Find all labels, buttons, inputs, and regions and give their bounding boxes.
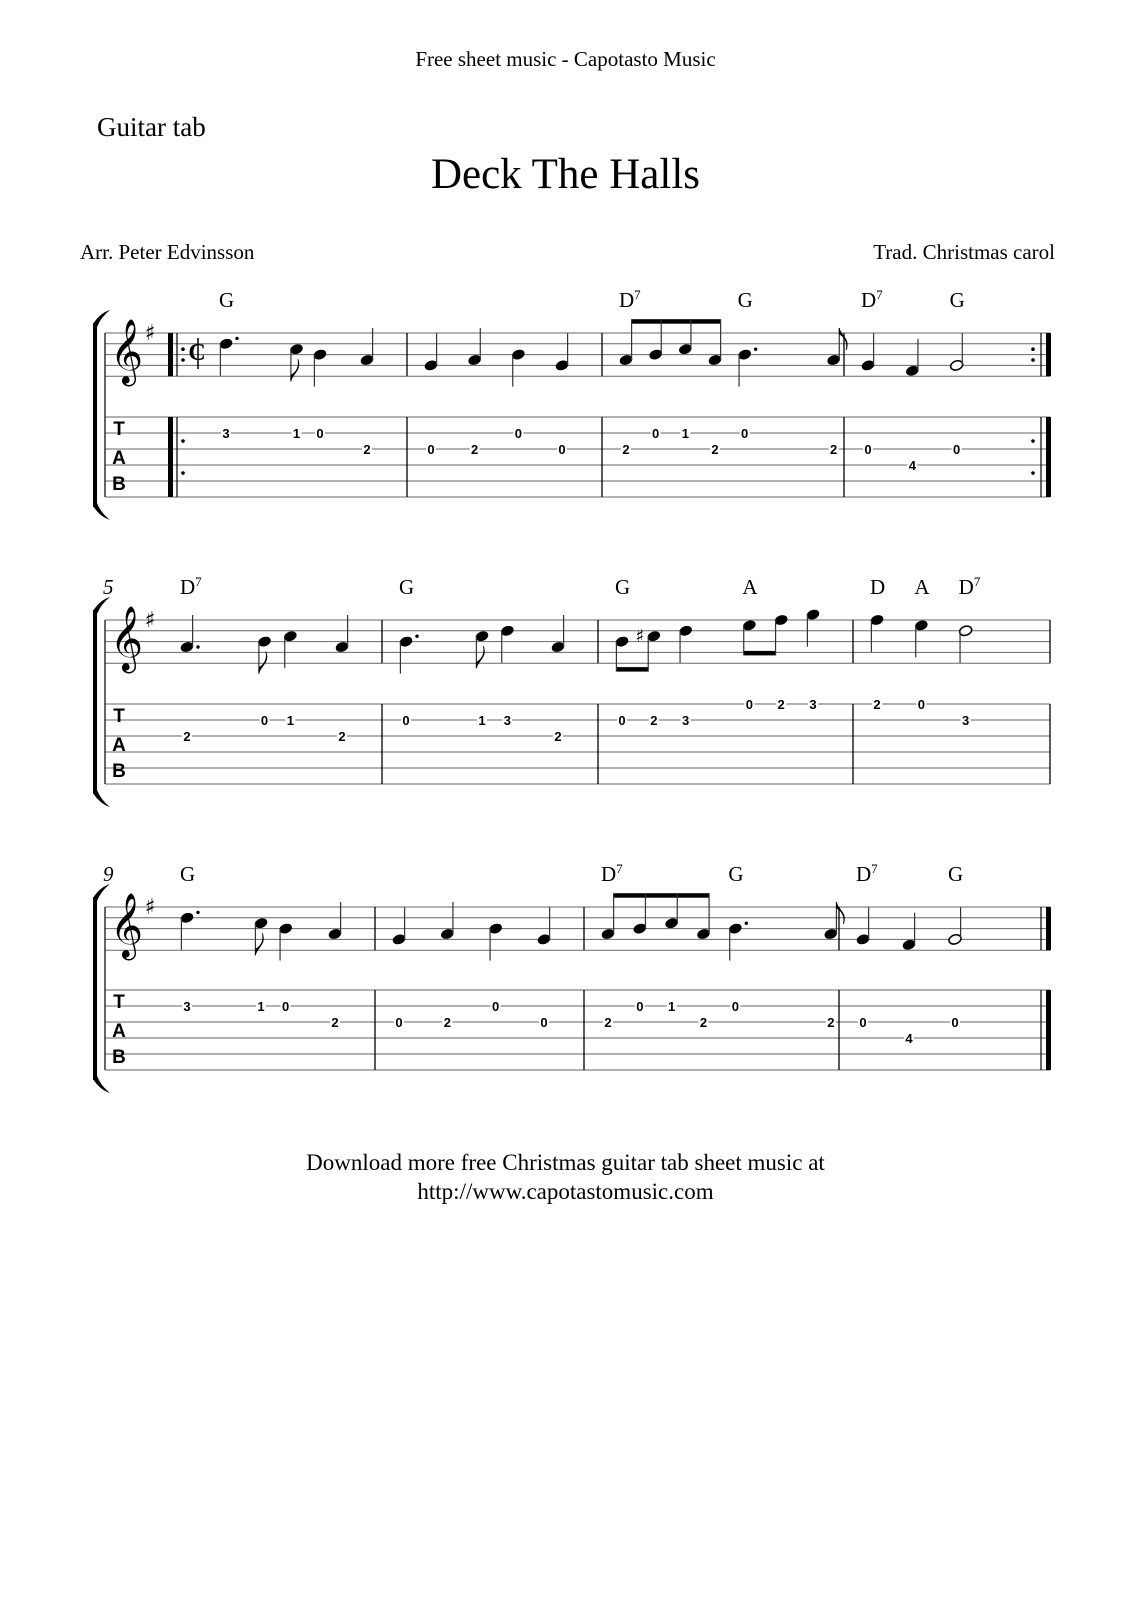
chord-root: A xyxy=(742,575,758,599)
tab-fret-number: 2 xyxy=(827,1015,835,1030)
measure xyxy=(180,862,343,1030)
tab-fret-number: 2 xyxy=(604,1015,612,1030)
chord-root: D xyxy=(856,862,872,886)
tab-fret-number: 1 xyxy=(286,713,294,728)
dot xyxy=(235,337,238,340)
chord-extension: 7 xyxy=(973,574,981,589)
tab-fret-number: 3 xyxy=(809,697,817,712)
tab-fret-number: 1 xyxy=(292,426,301,441)
repeat-dot xyxy=(1031,471,1035,475)
beam xyxy=(616,667,648,672)
tab-fret-number: 1 xyxy=(681,426,689,441)
chord-root: G xyxy=(949,288,965,312)
tab-fret-number: 0 xyxy=(260,713,269,728)
eighth-flag xyxy=(836,902,844,924)
system xyxy=(93,287,1051,520)
tab-fret-number: 2 xyxy=(363,442,371,457)
bracket-top-curl xyxy=(93,884,110,901)
tab-fret-number: 4 xyxy=(908,458,916,473)
eighth-flag xyxy=(839,328,847,350)
chord-root: D xyxy=(601,862,617,886)
eighth-flag xyxy=(291,359,299,381)
chord-root: G xyxy=(728,862,744,886)
footer-link[interactable]: http://www.capotastomusic.com xyxy=(417,1179,714,1204)
tab-fret-number: 2 xyxy=(471,442,479,457)
measure-number: 9 xyxy=(103,862,114,886)
chord-extension: 7 xyxy=(616,861,623,876)
tab-label-letter: A xyxy=(112,1021,126,1042)
eighth-flag xyxy=(255,933,263,955)
tab-label-letter: B xyxy=(112,474,126,495)
chord-symbol xyxy=(950,288,965,312)
composer-credit: Trad. Christmas carol xyxy=(873,240,1055,264)
chord-symbol xyxy=(948,862,963,886)
tab-label-letter: T xyxy=(113,992,125,1013)
repeat-start-thick-bar xyxy=(168,333,173,376)
end-thick-barline xyxy=(1046,907,1051,950)
chord-extension: 7 xyxy=(871,861,878,876)
tab-fret-number: 2 xyxy=(622,442,630,457)
beam xyxy=(614,893,710,898)
chord-root: G xyxy=(948,862,964,886)
page-title: Deck The Halls xyxy=(430,151,701,198)
key-signature-sharp: ♯ xyxy=(144,895,156,920)
chord-root: G xyxy=(219,288,235,312)
chord-root: G xyxy=(737,288,753,312)
tab-fret-number: 3 xyxy=(503,713,511,728)
bracket-bottom-curl xyxy=(93,503,110,520)
tab-fret-number: 0 xyxy=(282,999,290,1014)
tab-fret-number: 2 xyxy=(711,442,719,457)
tab-fret-number: 0 xyxy=(427,442,435,457)
repeat-dot xyxy=(1031,347,1035,351)
site-header: Free sheet music - Capotasto Music xyxy=(415,47,716,71)
end-thick-barline xyxy=(1046,333,1051,376)
end-thick-barline xyxy=(1046,990,1051,1070)
sharp-accidental: ♯ xyxy=(635,626,645,648)
tab-fret-number: 0 xyxy=(514,426,522,441)
key-signature-sharp: ♯ xyxy=(144,608,156,633)
chord-symbol xyxy=(728,862,743,886)
treble-clef-icon: 𝄞 xyxy=(110,319,144,384)
repeat-dot xyxy=(181,471,185,475)
dot xyxy=(196,911,199,914)
measure xyxy=(392,902,552,1030)
chord-symbol xyxy=(856,861,878,886)
tab-label-letter: B xyxy=(112,761,126,782)
dot xyxy=(196,645,199,648)
chord-symbol xyxy=(180,862,195,886)
tab-label-letter: T xyxy=(113,419,125,440)
tab-fret-number: 0 xyxy=(492,999,500,1014)
tab-fret-number: 3 xyxy=(962,713,970,728)
tab-fret-number: 0 xyxy=(618,713,626,728)
chord-symbol xyxy=(399,575,414,599)
chord-root: D xyxy=(619,288,635,312)
measure xyxy=(180,574,350,744)
tab-fret-number: 0 xyxy=(953,442,961,457)
bracket-top-curl xyxy=(93,597,110,614)
beam xyxy=(744,651,776,656)
tab-fret-number: 0 xyxy=(402,713,410,728)
tab-label-letter: T xyxy=(113,706,125,727)
chord-root: D xyxy=(870,575,886,599)
tab-fret-number: 0 xyxy=(917,697,925,712)
chord-root: D xyxy=(861,288,877,312)
tab-fret-number: 0 xyxy=(864,442,872,457)
bracket xyxy=(93,323,97,507)
tab-fret-number: 0 xyxy=(731,999,739,1014)
bracket xyxy=(93,897,97,1080)
chord-symbol xyxy=(738,288,753,312)
chord-symbol xyxy=(870,575,885,599)
measure xyxy=(870,574,981,728)
chord-root: G xyxy=(615,575,631,599)
measure xyxy=(615,575,821,728)
repeat-dot xyxy=(1031,439,1035,443)
chord-symbol xyxy=(914,575,930,599)
tab-fret-number: 2 xyxy=(777,697,785,712)
tab-fret-number: 0 xyxy=(558,442,566,457)
chord-symbol xyxy=(742,575,758,599)
tab-fret-number: 2 xyxy=(331,1015,339,1030)
treble-clef-icon: 𝄞 xyxy=(110,893,144,958)
end-thick-barline xyxy=(1046,417,1051,497)
repeat-dot xyxy=(181,347,185,351)
tab-fret-number: 0 xyxy=(951,1015,959,1030)
key-signature-sharp: ♯ xyxy=(144,321,156,346)
chord-extension: 7 xyxy=(876,287,883,302)
measure xyxy=(856,861,964,1046)
chord-symbol xyxy=(219,288,234,312)
chord-symbol xyxy=(601,861,623,886)
tab-fret-number: 1 xyxy=(668,999,676,1014)
beam xyxy=(632,319,721,324)
tab-fret-number: 0 xyxy=(652,426,660,441)
tab-fret-number: 0 xyxy=(316,426,324,441)
chord-extension: 7 xyxy=(634,287,641,302)
repeat-dot xyxy=(1031,358,1035,362)
bracket xyxy=(93,610,97,794)
tab-fret-number: 1 xyxy=(257,999,265,1014)
tab-fret-number: 3 xyxy=(682,713,690,728)
measure xyxy=(601,861,845,1030)
chord-symbol xyxy=(959,574,981,599)
measure-number: 5 xyxy=(103,575,114,599)
measure xyxy=(424,328,570,457)
tab-fret-number: 1 xyxy=(478,713,486,728)
chord-extension: 7 xyxy=(195,574,202,589)
tab-fret-number: 0 xyxy=(741,426,749,441)
bracket-bottom-curl xyxy=(93,790,110,807)
chord-root: A xyxy=(914,575,930,599)
chord-root: D xyxy=(958,575,974,599)
footer-text: Download more free Christmas guitar tab sheet music at xyxy=(306,1150,825,1175)
chord-symbol xyxy=(615,575,630,599)
chord-root: G xyxy=(180,862,196,886)
tab-fret-number: 2 xyxy=(554,729,562,744)
tab-fret-number: 3 xyxy=(183,999,191,1014)
tab-fret-number: 2 xyxy=(830,442,838,457)
tab-label-letter: A xyxy=(112,448,126,469)
measure xyxy=(219,288,375,457)
dot xyxy=(745,922,748,925)
tab-fret-number: 2 xyxy=(443,1015,451,1030)
tab-fret-number: 4 xyxy=(905,1031,913,1046)
tab-fret-number: 0 xyxy=(540,1015,548,1030)
eighth-flag xyxy=(476,646,484,668)
arranger-credit: Arr. Peter Edvinsson xyxy=(80,240,255,264)
tab-fret-number: 2 xyxy=(699,1015,708,1030)
chord-symbol xyxy=(180,574,202,599)
tab-fret-number: 0 xyxy=(395,1015,403,1030)
tab-fret-number: 2 xyxy=(183,729,191,744)
chord-symbol xyxy=(619,287,641,312)
chord-root: D xyxy=(180,575,196,599)
repeat-start-thick-bar xyxy=(168,417,173,497)
tab-fret-number: 2 xyxy=(873,697,881,712)
tab-fret-number: 3 xyxy=(222,426,230,441)
subtitle-guitar-tab: Guitar tab xyxy=(97,112,206,142)
tab-fret-number: 2 xyxy=(650,713,658,728)
chord-symbol xyxy=(861,287,883,312)
bracket-top-curl xyxy=(93,310,110,327)
cut-time-signature: C xyxy=(188,340,206,366)
system xyxy=(93,861,1051,1093)
eighth-flag xyxy=(259,652,267,674)
system xyxy=(93,574,1050,807)
tab-label-letter: A xyxy=(112,735,126,756)
tab-fret-number: 0 xyxy=(745,697,753,712)
bracket-bottom-curl xyxy=(93,1076,110,1093)
repeat-dot xyxy=(181,358,185,362)
tab-fret-number: 0 xyxy=(859,1015,867,1030)
repeat-dot xyxy=(181,439,185,443)
dot xyxy=(415,635,418,638)
tab-fret-number: 0 xyxy=(636,999,644,1014)
dot xyxy=(754,348,757,351)
chord-root: G xyxy=(399,575,415,599)
measure xyxy=(861,287,965,473)
measure xyxy=(619,287,848,457)
measure xyxy=(399,575,566,744)
tab-label-letter: B xyxy=(112,1047,126,1068)
tab-fret-number: 2 xyxy=(338,729,346,744)
treble-clef-icon: 𝄞 xyxy=(110,606,144,671)
